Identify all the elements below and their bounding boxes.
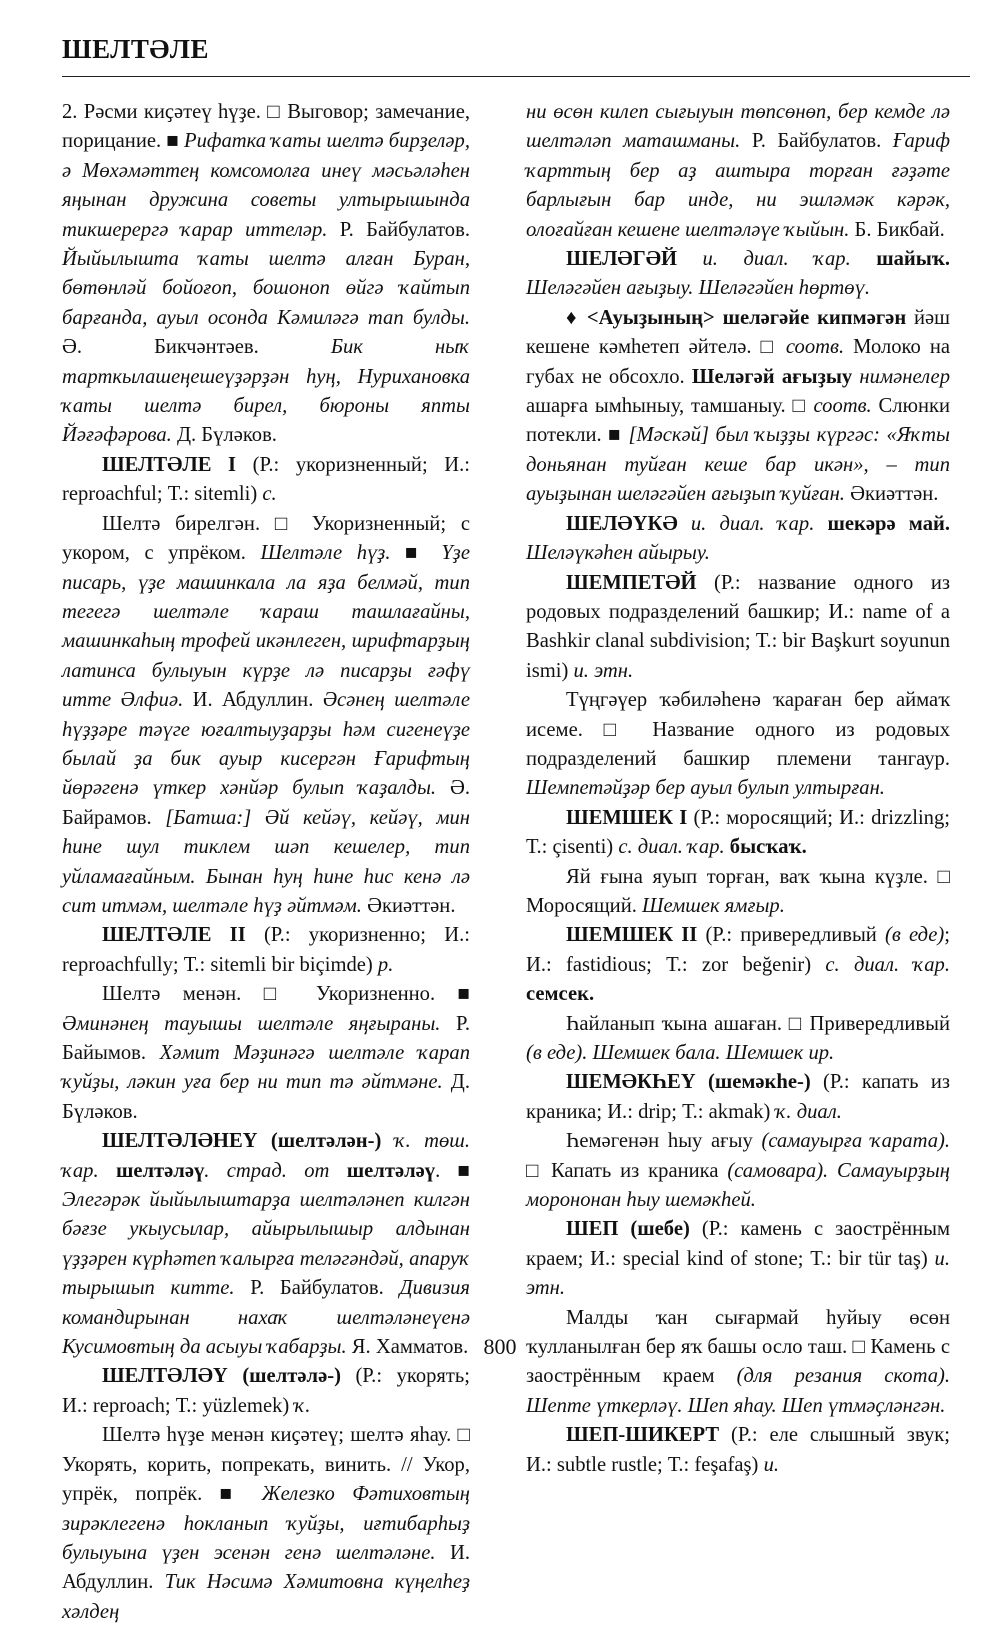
entry-paragraph [526,510,950,569]
entry-paragraph [62,1362,470,1421]
italic-text: ҡ. төш. ҡар. [62,1130,471,1182]
text-run: Б. Бикбай. [849,218,945,241]
italic-text: Йыйылышта ҡаты шелтә алған Буран, бөтөнләй бойоғоп, бошоноп өйгә ҡайтып барғанда, ауыл осонда Кәмиләгә тап булды. [62,248,470,329]
italic-text: Элегәрәк йыйылыштарҙа шелтәләнеп килгән бәғзе укыусылар, айырылышыр алдынан үҙҙәрен күрһәтеп ҡалырға теләгәндәй, апаруҡ тырышып китте. [62,1189,470,1300]
text-run: Я. Хамматов. [346,1336,469,1359]
italic-text: и. этн. [573,659,634,682]
text-run: □ Капать из краника [526,1159,728,1182]
italic-text: (в еде) [885,924,945,947]
italic-text: Шемпетәйҙәр бер ауыл булып ултырған. [526,777,885,800]
entry-paragraph [526,863,950,922]
italic-text: Үҙе писарь, үҙе машинкала ла яҙа белмәй, тип тегегә шелтәле ҡараш ташлағайны, машинкаһың трофей икәнлеген, шрифтарҙың латинса булыуын күрҙе лә писарҙы ғәфү итте Әлфиә. [62,542,470,712]
headword: ШЕЛТӘЛӘҮ (шелтәлә-) [102,1365,341,1388]
italic-text: ҡ. диал. [775,1100,842,1123]
headword: шелтәләү [115,1159,205,1182]
entry-paragraph [62,921,470,980]
headword: шелтәләү [346,1159,436,1182]
headword: бысҡаҡ. [729,836,807,859]
italic-text: с. диал. ҡар. [618,836,730,859]
headword: семсек. [526,983,595,1006]
headword: ШЕЛТӘЛӘНЕҮ (шелтәлән-) [102,1130,382,1153]
text-run: Һемәгенән һыу ағыу [566,1130,762,1153]
entry-paragraph [62,1421,470,1627]
headword: ШЕП (шебе) [566,1218,690,1241]
italic-text: Әсәнең шелтәле һүҙҙәре тәүге юғалтыуҙарҙы һәм сигенеүҙе былай ҙа бик ауыр кисергән Ғарифтың йөрәгенә үткер хәнйәр булып ҡаҙалды. [62,689,470,800]
italic-text: р. [377,953,394,976]
italic-text: Ғариф ҡарттың бер аҙ аштыра торған ғәҙәте барлығын бар инде, ни эшләмәк кәрәк, олоғайған кешене шелтәләүе ҡыйын. [526,130,951,241]
entry-paragraph [526,245,950,304]
italic-text: и. этн. [526,1247,950,1300]
entry-paragraph [526,1421,950,1480]
entry-paragraph [62,98,470,451]
entry-paragraph [62,980,470,1127]
text-run: И. Абдуллин. [183,689,323,712]
italic-text: и. диал. ҡар. [676,248,877,271]
text-run: (Р.: камень с заострённым краем; И.: special kind of stone; Т.: bir tür taş) [526,1218,950,1270]
text-run: йәш кешене кәмһетеп әйтелә. □ [526,306,951,359]
text-run: Д. Бүләков. [62,1071,470,1123]
headword: ШЕЛТӘЛЕ I [102,453,237,476]
entry-paragraph [526,921,950,1009]
left-column [62,98,470,1627]
text-run: Ә. Бикчәнтәев. [62,336,331,359]
italic-text: (самауырға ҡарата). [761,1130,950,1153]
italic-text: нимәнелер [852,365,950,388]
text-run: Әкиәттән. [361,894,456,917]
italic-text: Хәмит Мәҙинәгә шелтәле ҡарап ҡуйҙы, ләкин уға бер ни тип тә әйтмәне. [62,1042,470,1094]
text-run: (Р.: капать из краника; И.: drip; Т.: akmak) [526,1071,950,1123]
headword: ШЕЛӘҮКӘ [566,512,678,535]
italic-text: Дивизия командирынан нахаҡ шелтәләнеүенә Кусимовтың да асыуы ҡабарҙы. [62,1277,471,1359]
text-run: И. Абдуллин. [62,1541,470,1594]
italic-text: соотв. [785,336,845,359]
italic-text: (для резания скота). Шепте үткерләү. Шеп яһау. Шеп үтмәҫләнгән. [526,1365,950,1417]
italic-text: . страд. от [204,1159,347,1182]
italic-text: и. [763,1453,780,1476]
headword: ШЕЛӘГӘЙ [566,248,677,271]
text-run: Р. Байымов. [62,1012,470,1064]
italic-text: [Батша:] Әй кейәү, кейәү, мин һине шул тиклем шәп кешелер, тип уйламағайным. Бынан һуң һине һис кенә лә сит итмәм, шелтәле һүҙ әйтмәм. [62,806,470,917]
text-run: Д. Бүләков. [171,424,277,447]
entry-paragraph [62,510,470,922]
entry-paragraph [62,451,470,510]
page-number: 800 [483,1334,517,1359]
text-run: Яй ғына яуып торған, ваҡ ҡына күҙле. □ Моросящий. [526,865,950,917]
text-run: Молоко на губах не обсохло. [526,336,950,388]
text-run: (Р.: укорять; И.: reproach; Т.: yüzlemek) [62,1365,471,1417]
italic-text: Рифатка ҡаты шелтә бирҙеләр, ә Мөхәмәттең комсомолға инеү мәсьәләһен яңынан дружина советы ултырышында тикшерергә ҡарар иттеләр. [62,130,470,241]
text-run: Р. Байбулатов. [327,218,470,241]
text-run: (Р.: еле слышный звук; И.: subtle rustle; Т.: feşafaş) [526,1424,950,1476]
entry-paragraph [526,804,950,863]
headword: шекәрә май. [827,512,951,535]
italic-text: Тик Нәсимә Хәмитовна күңелһеҙ хәлдең [62,1571,471,1623]
entry-paragraph [526,1127,950,1215]
italic-text: ҡ. [294,1394,311,1417]
text-run: Ә. Байрамов. [62,777,470,829]
entry-paragraph [526,1215,950,1303]
headword: ШЕМШЕК I [566,806,688,829]
text-run: Р. Байбулатов. [234,1277,400,1300]
headword: ♦ <Ауыҙының> шеләгәйе кипмәгән [566,306,907,329]
text-run: 2. Рәсми киҫәтеү һүҙе. □ Выговор; замечание, порицание. ■ [62,101,470,153]
entry-paragraph [62,1127,470,1362]
text-run: (Р.: укоризненно; И.: reproachfully; Т.: sitemli bir biçimde) [62,924,470,976]
italic-text: ни өсөн килеп сығыуын төпсөнөп, бер кемде лә шелтәләп маташманы. [526,101,950,153]
text-run: Малды ҡан сығармай һуйыу өсөн ҡулланылған бер яҡ башы осло таш. □ Камень с заострённым краем [526,1306,950,1388]
entry-paragraph [526,304,950,510]
text-run: Әкиәттән. [844,483,939,506]
right-column [526,98,950,1480]
italic-text: Әминәнең тауышы шелтәле яңғыраны. [62,1012,441,1035]
italic-text: Бик ныҡ тарткылашеңешеүҙәрҙән һуң, Нурихановка ҡаты шелтә бирел, бюроны япты Йәғәфәрова. [62,336,470,447]
text-run: (Р.: название одного из родовых подразделений башкир; И.: name of a Bashkir clanal subdivision; Т.: bir Başkurt soyunun ismi) [526,571,950,682]
header-rule [62,76,970,77]
italic-text: соотв. [813,395,872,418]
text-run: Түңгәүер ҡәбиләһенә ҡараған бер аймаҡ исеме. □ Название одного из родовых подразделений башкир племени тангаур. [526,689,950,770]
entry-paragraph [526,1068,950,1127]
italic-text: и. диал. ҡар. [677,512,828,535]
text-run: (Р.: укоризненный; И.: reproachful; Т.: sitemli) [62,453,470,506]
entry-paragraph [526,686,950,804]
text-run: (Р.: моросящий; И.: drizzling; Т.: çisenti) [526,806,950,859]
headword: ШЕП-ШИКЕРТ [566,1424,720,1447]
text-run: ■ [390,542,442,565]
headword: Шеләгәй ағыҙыу [691,365,853,388]
italic-text: Железко Фәтиховтың зирәклегенә һокланып ҡуйҙы, иғтибарһыҙ булыуына үҙен эсенән генә шелтәләне. [62,1483,470,1564]
italic-text: Шеләгәйен ағыҙыу. Шеләгәйен һөртөү. [526,277,871,300]
entry-paragraph [526,569,950,687]
text-run: (Р.: привередливый [697,924,886,947]
italic-text: [Мәскәй] был ҡыҙҙы күргәс: «Яҡты доньянан туйған кеше бар икән», – тип ауыҙынан шеләгәйен ағыҙып ҡуйған. [526,424,950,506]
italic-text: Шелтәле һүҙ. [260,542,391,565]
entry-paragraph [526,98,950,245]
running-head: ШЕЛТӘЛЕ [62,34,210,64]
headword: шайыҡ. [876,248,950,271]
text-run: Слюнки потекли. ■ [526,395,951,447]
italic-text: Шеләүкәһен айырыу. [526,542,710,565]
italic-text: с. диал. ҡар. [825,953,950,976]
text-run: Шелтә бирелгән. □ Укоризненный; с укором, с упрёком. [62,512,470,565]
entry-paragraph [526,1304,950,1422]
headword: ШЕЛТӘЛЕ II [102,924,246,947]
text-run: ; И.: fastidious; Т.: zor beğenir) [526,924,951,976]
headword: ШЕМӘКҺЕҮ (шемәкһе-) [566,1071,811,1094]
headword: ШЕМПЕТӘЙ [566,571,697,594]
italic-text: (самовара). Самауырҙың морононан һыу шемәкһей. [526,1159,950,1212]
italic-text: (в еде). Шемшек бала. Шемшек ир. [526,1042,835,1064]
italic-text: Шемшек ямғыр. [642,894,785,917]
text-run: Һайланып ҡына ашаған. □ Привередливый [566,1012,950,1035]
headword: ШЕМШЕК II [566,924,698,947]
italic-text: с. [262,483,277,506]
text-run: Шелтә менән. □ Укоризненно. ■ [102,983,470,1006]
text-run: Р. Байбулатов. [740,130,893,153]
text-run: . ■ [435,1159,470,1182]
text-run: ашарға ымһыныу, тамшаныу. □ [526,395,814,418]
text-run: Шелтә һүҙе менән киҫәтеү; шелтә яһау. □ Укорять, корить, попрекать, винить. // Укор, упрёк, попрёк. ■ [62,1424,470,1506]
entry-paragraph [526,1010,950,1069]
